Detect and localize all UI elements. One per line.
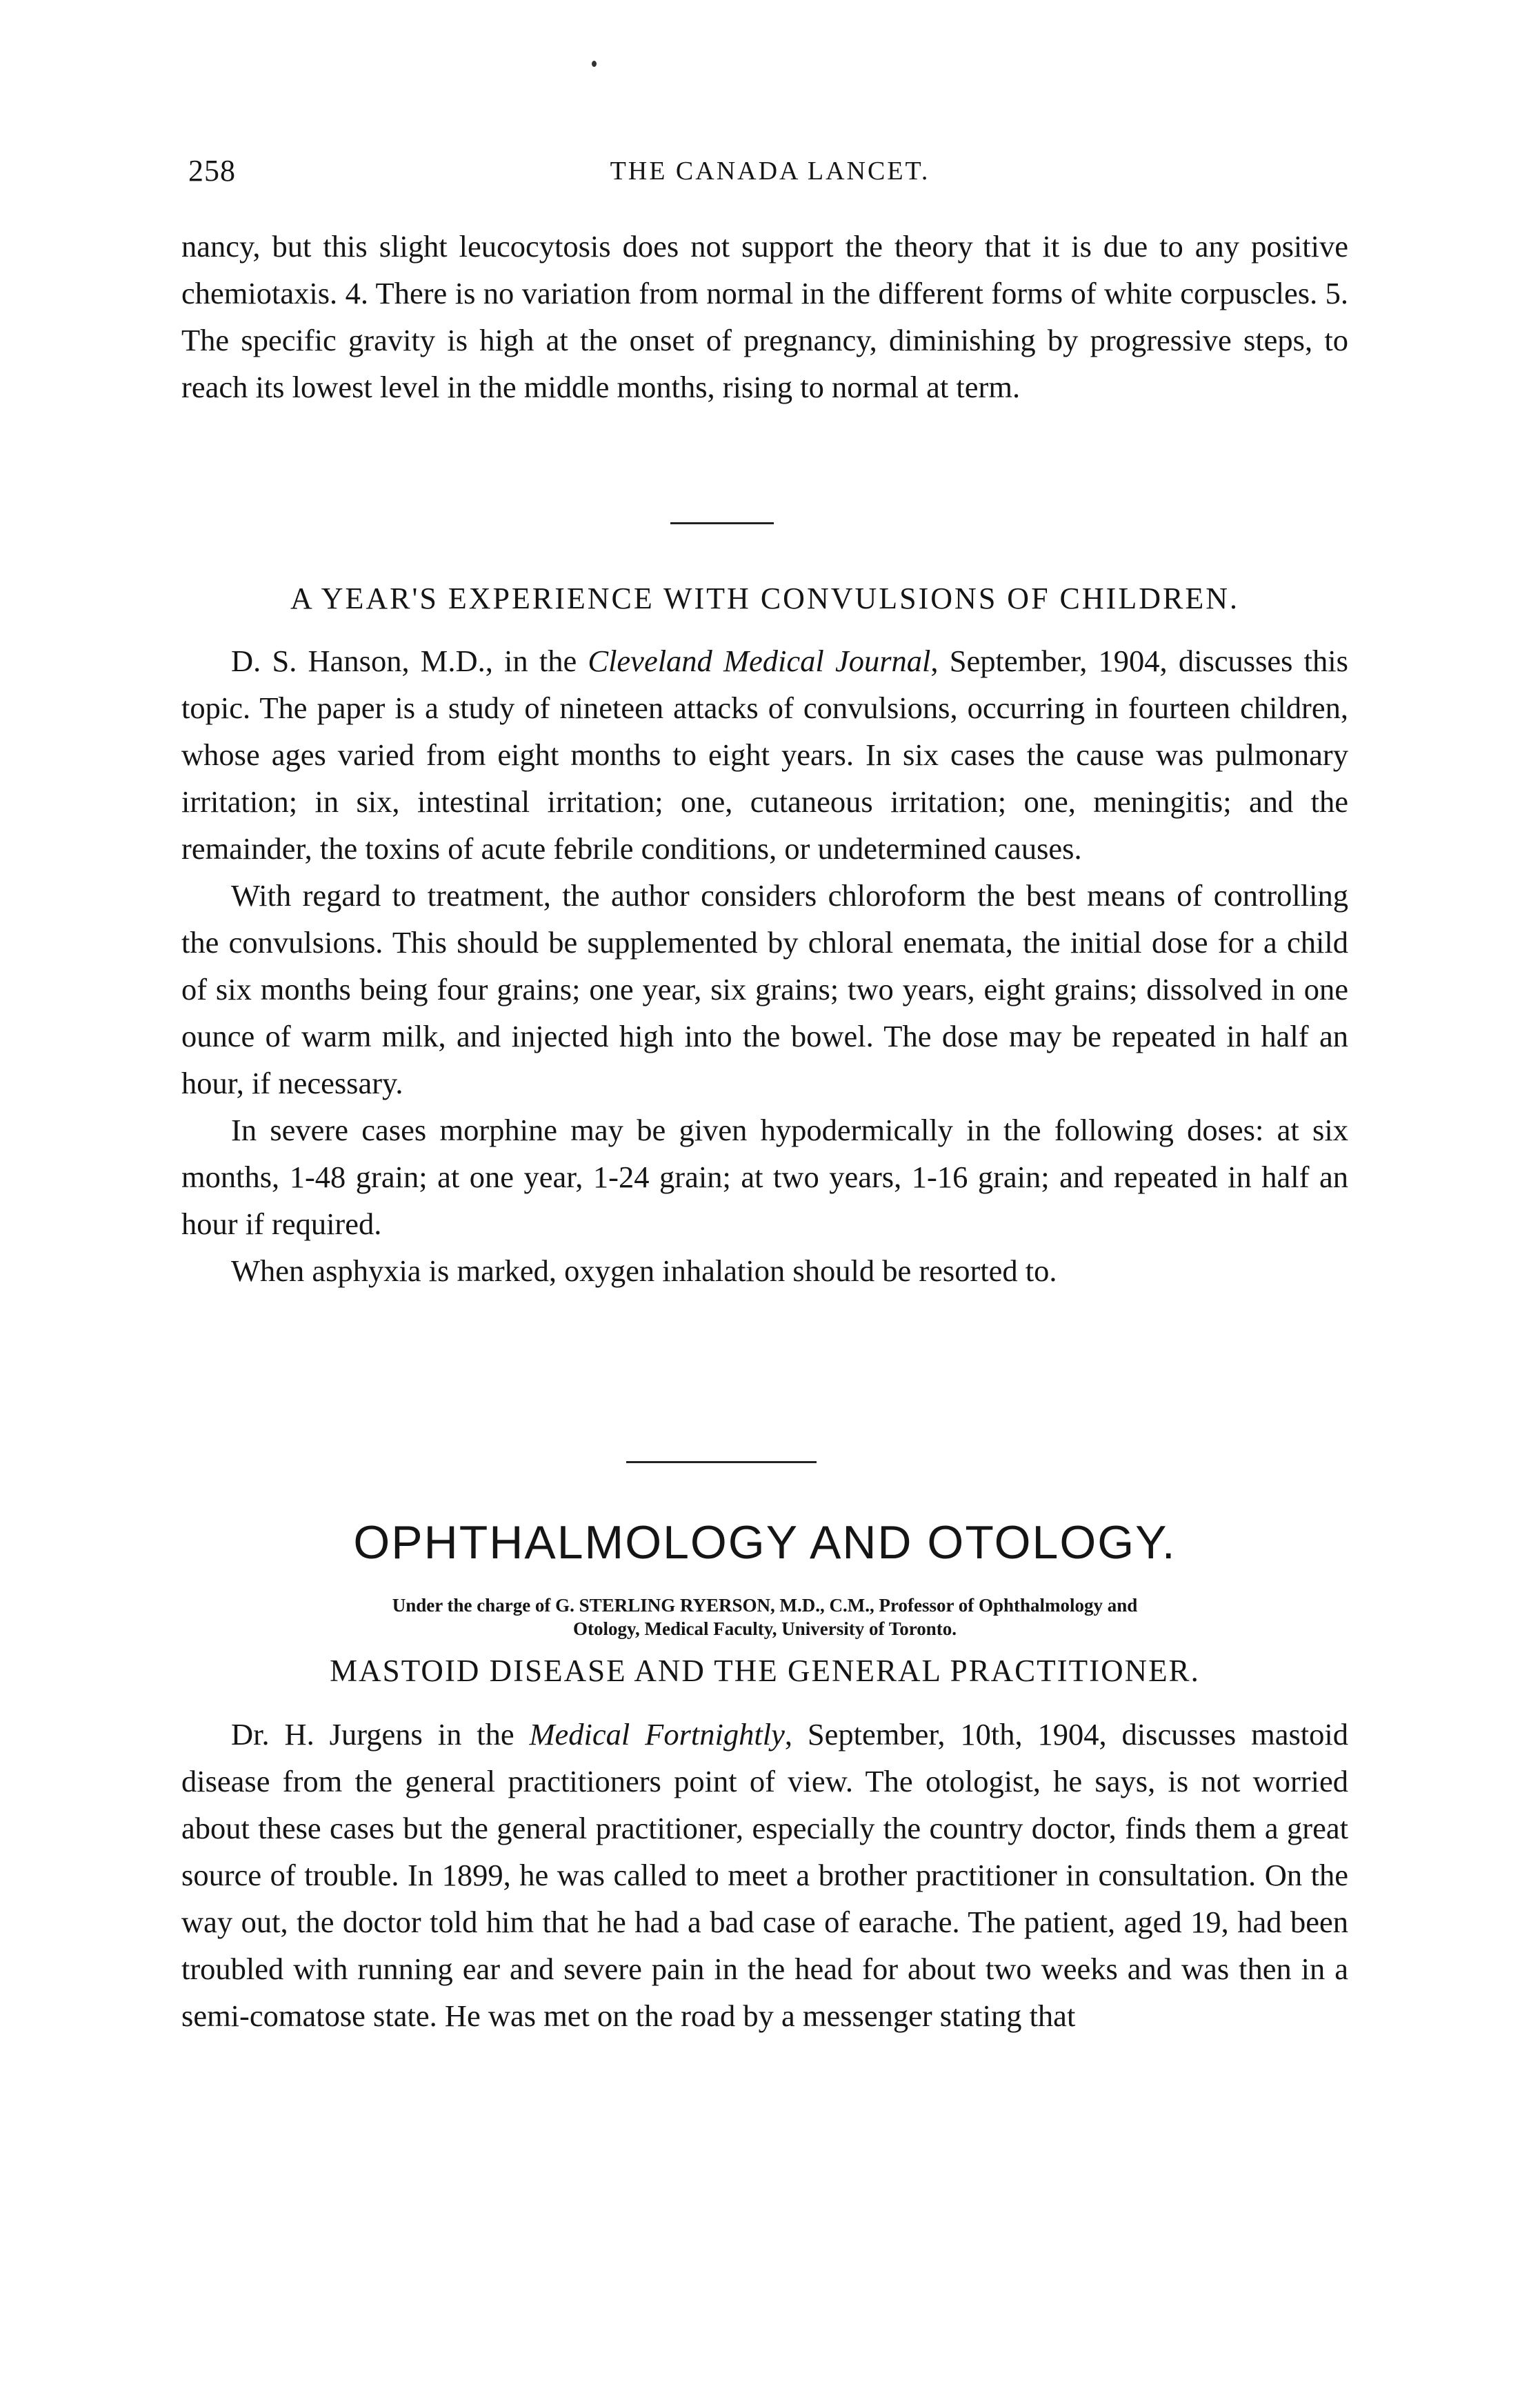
paragraph: In severe cases morphine may be given hypodermically in the following doses: at six months, 1-48 grain; at one year, 1-24 grain; at two years, 1-16 grain; and repeated in half an hour if required. xyxy=(181,1113,1348,1241)
paragraph xyxy=(181,1711,1348,2039)
page-number: 258 xyxy=(188,154,236,188)
continuation-block xyxy=(181,223,1348,410)
journal-reference: Cleveland Medical Journal xyxy=(588,644,931,678)
editor-line: Otology, Medical Faculty, University of Toronto. xyxy=(573,1618,957,1639)
section-divider xyxy=(626,1461,817,1463)
continuation-paragraph: nancy, but this slight leucocytosis does not support the theory that it is due to any positive chemiotaxis. 4. There is no variation from normal in the different forms of white corpuscles. 5. The specific gravity is high at the onset of pregnancy, diminishing by progressive steps, to reach its lowest level in the middle months, rising to normal at term. xyxy=(181,229,1348,404)
editor-line: Under the charge of G. STERLING RYERSON, M.D., C.M., Professor of Ophthalmology and xyxy=(392,1595,1138,1616)
section-editor-note xyxy=(181,1594,1348,1640)
running-head xyxy=(0,153,1540,195)
paragraph: With regard to treatment, the author considers chloroform the best means of controlling the convulsions. This should be supplemented by chloral enemata, the initial dose for a child of six months being four grains; one year, six grains; two years, eight grains; dissolved in one ounce of warm milk, and injected high into the bowel. The dose may be repeated in half an hour, if necessary. xyxy=(181,878,1348,1100)
section-divider xyxy=(670,522,774,524)
section-title: OPHTHALMOLOGY AND OTOLOGY. xyxy=(353,1516,1177,1569)
article-body-convulsions xyxy=(181,637,1348,1294)
paragraph-lead: Dr. H. Jurgens in the xyxy=(231,1717,530,1752)
paragraph-text: , September, 1904, discusses this topic. The paper is a study of nineteen attacks of convulsions, occurring in fourteen children, whose ages varied from eight months to eight years. In six cases the cause was pulmonary irritation; in six, intestinal irritation; one, cutaneous irritation; one, meningitis; and the remainder, the toxins of acute febrile conditions, or undetermined causes. xyxy=(181,644,1348,866)
journal-reference: Medical Fortnightly xyxy=(529,1717,785,1752)
journal-title: THE CANADA LANCET. xyxy=(610,157,930,186)
article-body-mastoid xyxy=(181,1711,1348,2039)
print-speck xyxy=(592,61,597,67)
paragraph xyxy=(181,637,1348,872)
paragraph: When asphyxia is marked, oxygen inhalation should be resorted to. xyxy=(231,1253,1057,1288)
article-title-convulsions: A YEAR'S EXPERIENCE WITH CONVULSIONS OF CHILDREN. xyxy=(290,582,1239,615)
article-title-mastoid: MASTOID DISEASE AND THE GENERAL PRACTITIONER. xyxy=(330,1654,1200,1688)
paragraph-lead: D. S. Hanson, M.D., in the xyxy=(231,644,588,678)
paragraph-text: , September, 10th, 1904, discusses mastoid disease from the general practitioners point of view. The otologist, he says, is not worried about these cases but the general practitioner, especially the country doctor, finds them a great source of trouble. In 1899, he was called to meet a brother practitioner in consultation. On the way out, the doctor told him that he had a bad case of earache. The patient, aged 19, had been troubled with running ear and severe pain in the head for about two weeks and was then in a semi-comatose state. He was met on the road by a messenger stating that xyxy=(181,1717,1348,2033)
